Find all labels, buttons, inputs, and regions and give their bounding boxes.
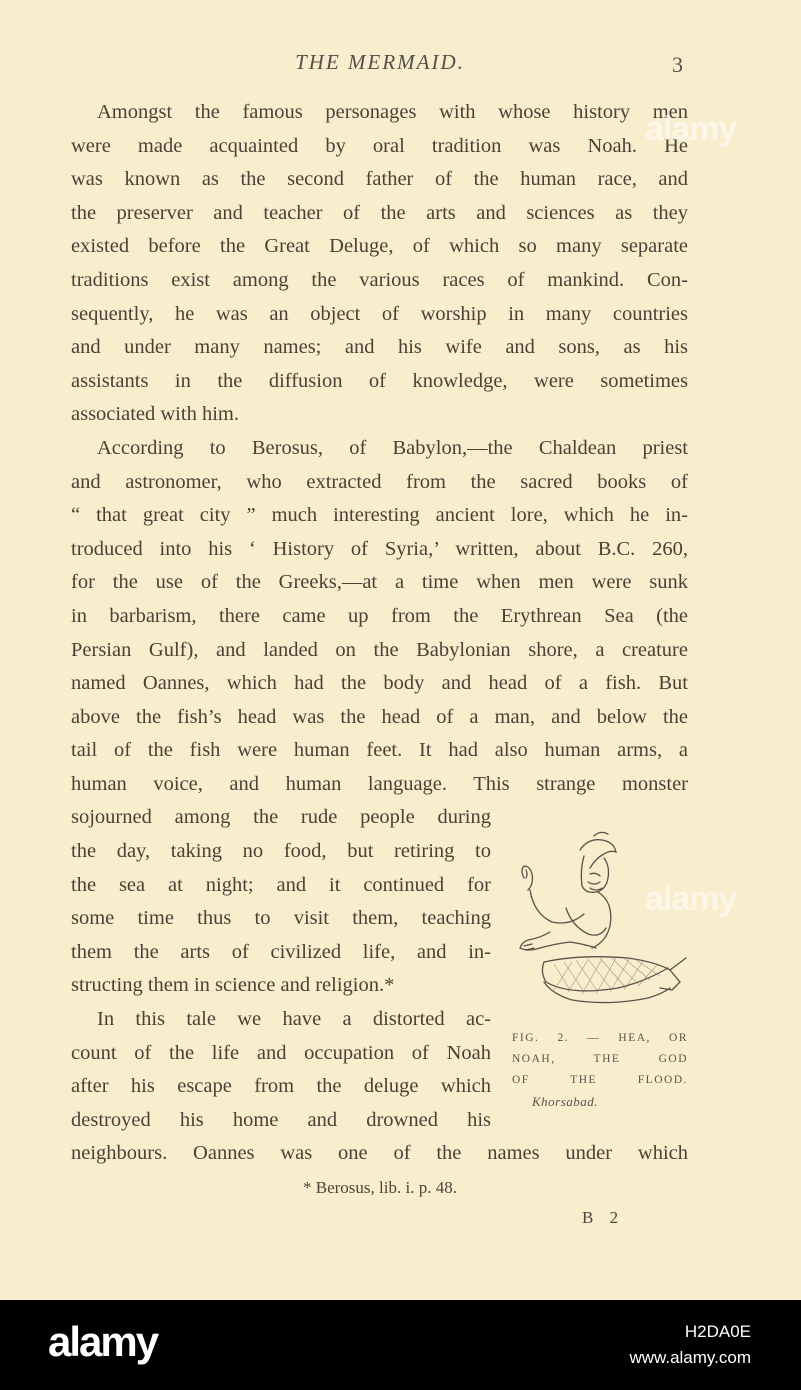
caption-line: NOAH, THE GOD <box>512 1053 688 1065</box>
text-line: neighbours. Oannes was one of the names under which <box>71 1142 688 1165</box>
text-line: destroyed his home and drowned his <box>71 1108 491 1131</box>
caption-line: OF THE FLOOD. <box>512 1074 688 1086</box>
text-line: troduced into his ‘ History of Syria,’ written, about B.C. 260, <box>71 537 688 560</box>
text-line: after his escape from the deluge which <box>71 1075 491 1098</box>
watermark-text: alamy <box>645 880 737 918</box>
text-line: named Oannes, which had the body and head of a fish. But <box>71 672 688 695</box>
site-url: www.alamy.com <box>629 1348 751 1367</box>
footnote: * Berosus, lib. i. p. 48. <box>303 1178 457 1197</box>
text-line: above the fish’s head was the head of a man, and below the <box>71 705 688 728</box>
text-line: human voice, and human language. This strange monster <box>71 772 688 795</box>
text-line: count of the life and occupation of Noah <box>71 1041 491 1064</box>
alamy-logo: alamy <box>48 1318 158 1365</box>
text-line: and astronomer, who extracted from the sacred books of <box>71 470 688 493</box>
text-line: According to Berosus, of Babylon,—the Chaldean priest <box>97 436 688 459</box>
text-line: existed before the Great Deluge, of which so many separate <box>71 235 688 258</box>
text-line: sequently, he was an object of worship in many countries <box>71 302 688 325</box>
text-line: the day, taking no food, but retiring to <box>71 840 491 863</box>
text-line: in barbarism, there came up from the Erythrean Sea (the <box>71 604 688 627</box>
text-line: and under many names; and his wife and sons, as his <box>71 336 688 359</box>
text-line: In this tale we have a distorted ac- <box>97 1008 491 1031</box>
watermark-text: alamy <box>645 110 737 148</box>
text-line: structing them in science and religion.* <box>71 974 395 997</box>
text-line: Amongst the famous personages with whose history men <box>97 101 688 123</box>
figure-caption <box>512 1028 688 1112</box>
text-line: them the arts of civilized life, and in- <box>71 940 491 963</box>
text-line: the sea at night; and it continued for <box>71 873 491 896</box>
text-line: the preserver and teacher of the arts and sciences as they <box>71 201 688 224</box>
image-id: H2DA0E <box>684 1322 751 1341</box>
text-line: were made acquainted by oral tradition was Noah. He <box>71 134 688 157</box>
text-line: “ that great city ” much interesting ancient lore, which he in- <box>71 504 688 527</box>
text-line: some time thus to visit them, teaching <box>71 907 491 930</box>
text-line: tail of the fish were human feet. It had also human arms, a <box>71 739 688 762</box>
signature-mark: B 2 <box>582 1208 625 1227</box>
running-header: THE MERMAID. <box>295 50 465 74</box>
figure-source: Khorsabad. <box>532 1094 599 1109</box>
footer-bar <box>0 1300 801 1390</box>
text-line: traditions exist among the various races of mankind. Con- <box>71 268 688 291</box>
text-line: sojourned among the rude people during <box>71 806 491 829</box>
text-line: Persian Gulf), and landed on the Babylonian shore, a creature <box>71 638 688 661</box>
caption-line: FIG. 2. — HEA, OR <box>512 1032 688 1044</box>
text-line: associated with him. <box>71 403 239 426</box>
text-line: was known as the second father of the human race, and <box>71 168 688 191</box>
text-line: for the use of the Greeks,—at a time when men were sunk <box>71 571 688 594</box>
text-line: assistants in the diffusion of knowledge, were sometimes <box>71 369 688 392</box>
page-number: 3 <box>672 52 683 77</box>
